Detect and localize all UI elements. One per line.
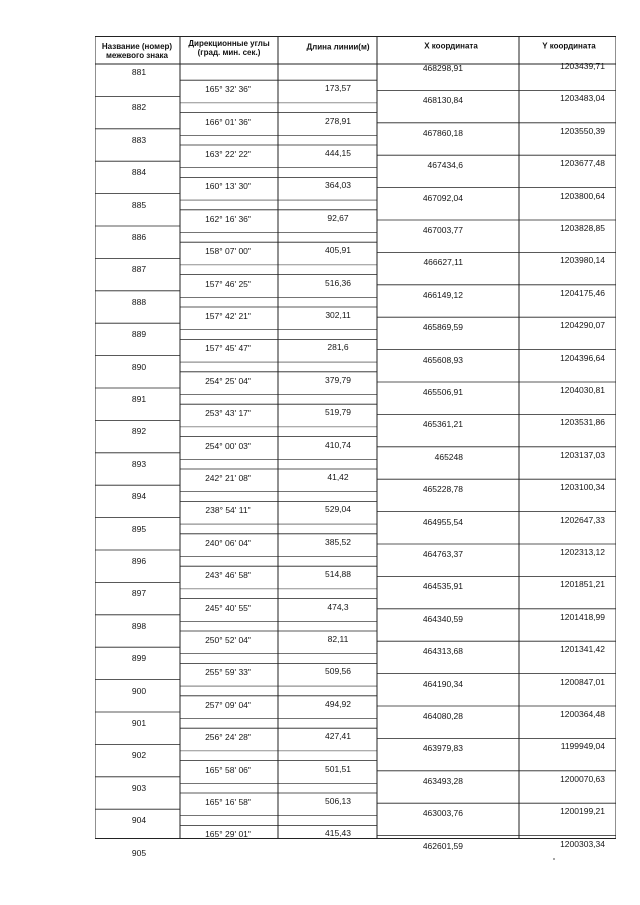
line-length: 501,51 bbox=[325, 763, 351, 774]
point-name: 887 bbox=[131, 264, 147, 275]
y-coordinate: 1203677,48 bbox=[560, 157, 605, 168]
direction-angle: 254° 00' 03" bbox=[205, 440, 251, 451]
point-name: 905 bbox=[131, 847, 147, 858]
line-length: 509,56 bbox=[325, 666, 351, 677]
direction-angle: 240° 06' 04" bbox=[205, 537, 251, 548]
x-coordinate: 463003,76 bbox=[422, 807, 463, 818]
line-length: 506,13 bbox=[325, 795, 351, 806]
x-coordinate: 467003,77 bbox=[422, 224, 463, 235]
point-name: 882 bbox=[131, 102, 147, 113]
line-length: 444,15 bbox=[325, 147, 351, 158]
line-length: 379,79 bbox=[325, 374, 351, 385]
direction-angle: 165° 16' 58" bbox=[205, 796, 251, 807]
y-coordinate: 1204290,07 bbox=[560, 319, 605, 330]
y-coordinate: 1203800,64 bbox=[560, 190, 605, 201]
point-name: 893 bbox=[131, 458, 147, 469]
header-line-length: Длина линии(м) bbox=[306, 42, 370, 52]
point-name: 901 bbox=[131, 717, 147, 728]
x-coordinate: 467434,6 bbox=[427, 159, 463, 170]
direction-angle: 165° 29' 01" bbox=[205, 829, 251, 840]
x-coordinate: 465869,59 bbox=[422, 321, 463, 332]
line-length: 173,57 bbox=[325, 82, 351, 93]
y-coordinate: 1203483,04 bbox=[560, 93, 605, 104]
x-coordinate: 464955,54 bbox=[422, 516, 463, 527]
point-name: 902 bbox=[131, 750, 147, 761]
x-coordinate: 466627,11 bbox=[423, 257, 463, 268]
header-y-coordinate: Y координата bbox=[542, 41, 596, 51]
point-name: 890 bbox=[131, 361, 147, 372]
y-coordinate: 1200364,48 bbox=[560, 708, 605, 719]
direction-angle: 165° 58' 06" bbox=[205, 764, 251, 775]
y-coordinate: 1200847,01 bbox=[560, 676, 605, 687]
y-coordinate: 1200070,63 bbox=[560, 773, 605, 784]
header-direction-angle: Дирекционные углы (град. мин. сек.) bbox=[188, 38, 270, 57]
line-length: 514,88 bbox=[325, 568, 351, 579]
x-coordinate: 464340,59 bbox=[422, 613, 463, 624]
point-name: 884 bbox=[131, 166, 147, 177]
line-length: 474,3 bbox=[327, 601, 349, 612]
table-grid bbox=[95, 36, 616, 839]
y-coordinate: 1200199,21 bbox=[560, 805, 605, 816]
line-length: 302,11 bbox=[325, 309, 351, 320]
direction-angle: 242° 21' 08" bbox=[205, 472, 251, 483]
y-coordinate: 1203550,39 bbox=[560, 125, 605, 136]
y-coordinate: 1199949,04 bbox=[560, 741, 605, 752]
direction-angle: 157° 45' 47" bbox=[205, 343, 251, 354]
line-length: 385,52 bbox=[325, 536, 351, 547]
direction-angle: 243° 46' 58" bbox=[205, 569, 251, 580]
direction-angle: 160° 13' 30" bbox=[205, 181, 251, 192]
direction-angle: 158° 07' 00" bbox=[205, 245, 251, 256]
line-length: 364,03 bbox=[325, 180, 351, 191]
point-name: 897 bbox=[131, 588, 147, 599]
x-coordinate: 464763,37 bbox=[422, 548, 463, 559]
y-coordinate: 1201341,42 bbox=[560, 643, 605, 654]
x-coordinate: 464313,68 bbox=[422, 645, 463, 656]
header-x-coordinate: X координата bbox=[424, 41, 478, 51]
line-length: 41,42 bbox=[327, 471, 349, 482]
x-coordinate: 467860,18 bbox=[422, 127, 463, 138]
y-coordinate: 1203100,34 bbox=[560, 481, 605, 492]
direction-angle: 250° 52' 04" bbox=[205, 634, 251, 645]
point-name: 883 bbox=[131, 134, 147, 145]
direction-angle: 257° 09' 04" bbox=[205, 699, 251, 710]
direction-angle: 238° 54' 11" bbox=[205, 505, 251, 516]
point-name: 896 bbox=[131, 555, 147, 566]
y-coordinate: 1204030,81 bbox=[560, 384, 605, 395]
y-coordinate: 1203137,03 bbox=[560, 449, 605, 460]
point-name: 894 bbox=[131, 490, 147, 501]
point-name: 885 bbox=[131, 199, 147, 210]
x-coordinate: 464535,91 bbox=[422, 581, 463, 592]
y-coordinate: 1202647,33 bbox=[560, 514, 605, 525]
line-length: 410,74 bbox=[325, 439, 351, 450]
direction-angle: 253° 43' 17" bbox=[205, 407, 251, 418]
y-coordinate: 1203980,14 bbox=[560, 255, 605, 266]
y-coordinate: 1200303,34 bbox=[560, 838, 605, 849]
direction-angle: 163° 22' 22" bbox=[205, 148, 251, 159]
point-name: 892 bbox=[131, 426, 147, 437]
direction-angle: 255° 59' 33" bbox=[205, 667, 251, 678]
y-coordinate: 1202313,12 bbox=[560, 546, 605, 557]
direction-angle: 157° 46' 25" bbox=[205, 278, 251, 289]
point-name: 886 bbox=[131, 231, 147, 242]
line-length: 405,91 bbox=[325, 244, 351, 255]
x-coordinate: 462601,59 bbox=[422, 840, 463, 851]
direction-angle: 254° 25' 04" bbox=[205, 375, 251, 386]
scan-speck bbox=[553, 858, 555, 860]
direction-angle: 157° 42' 21" bbox=[205, 310, 251, 321]
y-coordinate: 1203531,86 bbox=[560, 417, 605, 428]
x-coordinate: 465608,93 bbox=[422, 354, 463, 365]
line-length: 92,67 bbox=[327, 212, 349, 223]
coordinates-table bbox=[95, 36, 616, 858]
point-name: 891 bbox=[131, 393, 147, 404]
direction-angle: 256° 24' 28" bbox=[205, 731, 251, 742]
point-name: 881 bbox=[131, 66, 147, 77]
point-name: 889 bbox=[131, 328, 147, 339]
y-coordinate: 1203828,85 bbox=[560, 222, 605, 233]
line-length: 529,04 bbox=[325, 504, 351, 515]
line-length: 278,91 bbox=[325, 115, 351, 126]
x-coordinate: 467092,04 bbox=[422, 192, 463, 203]
point-name: 904 bbox=[131, 814, 147, 825]
line-length: 519,79 bbox=[325, 406, 351, 417]
y-coordinate: 1201418,99 bbox=[560, 611, 605, 622]
direction-angle: 245° 40' 55" bbox=[205, 602, 251, 613]
x-coordinate: 468298,91 bbox=[422, 62, 463, 73]
x-coordinate: 463493,28 bbox=[422, 775, 463, 786]
x-coordinate: 464190,34 bbox=[422, 678, 463, 689]
line-length: 516,36 bbox=[325, 277, 351, 288]
point-name: 888 bbox=[131, 296, 147, 307]
y-coordinate: 1204396,64 bbox=[560, 352, 605, 363]
y-coordinate: 1201851,21 bbox=[560, 579, 605, 590]
point-name: 903 bbox=[131, 782, 147, 793]
point-name: 900 bbox=[131, 685, 147, 696]
x-coordinate: 468130,84 bbox=[422, 95, 463, 106]
y-coordinate: 1203439,71 bbox=[560, 60, 605, 71]
line-length: 427,41 bbox=[325, 730, 351, 741]
direction-angle: 166° 01' 36" bbox=[205, 116, 251, 127]
direction-angle: 165° 32' 36" bbox=[205, 83, 251, 94]
x-coordinate: 466149,12 bbox=[422, 289, 463, 300]
header-point-name: Название (номер) межевого знака bbox=[101, 41, 173, 60]
point-name: 895 bbox=[131, 523, 147, 534]
x-coordinate: 465506,91 bbox=[422, 386, 463, 397]
x-coordinate: 465228,78 bbox=[422, 483, 463, 494]
line-length: 281,6 bbox=[327, 342, 349, 353]
x-coordinate: 463979,83 bbox=[422, 743, 463, 754]
x-coordinate: 465248 bbox=[434, 451, 463, 462]
line-length: 494,92 bbox=[325, 698, 351, 709]
y-coordinate: 1204175,46 bbox=[560, 287, 605, 298]
line-length: 82,11 bbox=[327, 633, 349, 644]
x-coordinate: 465361,21 bbox=[422, 419, 463, 430]
point-name: 898 bbox=[131, 620, 147, 631]
line-length: 415,43 bbox=[325, 828, 351, 839]
direction-angle: 162° 16' 36" bbox=[205, 213, 251, 224]
point-name: 899 bbox=[131, 652, 147, 663]
x-coordinate: 464080,28 bbox=[422, 710, 463, 721]
